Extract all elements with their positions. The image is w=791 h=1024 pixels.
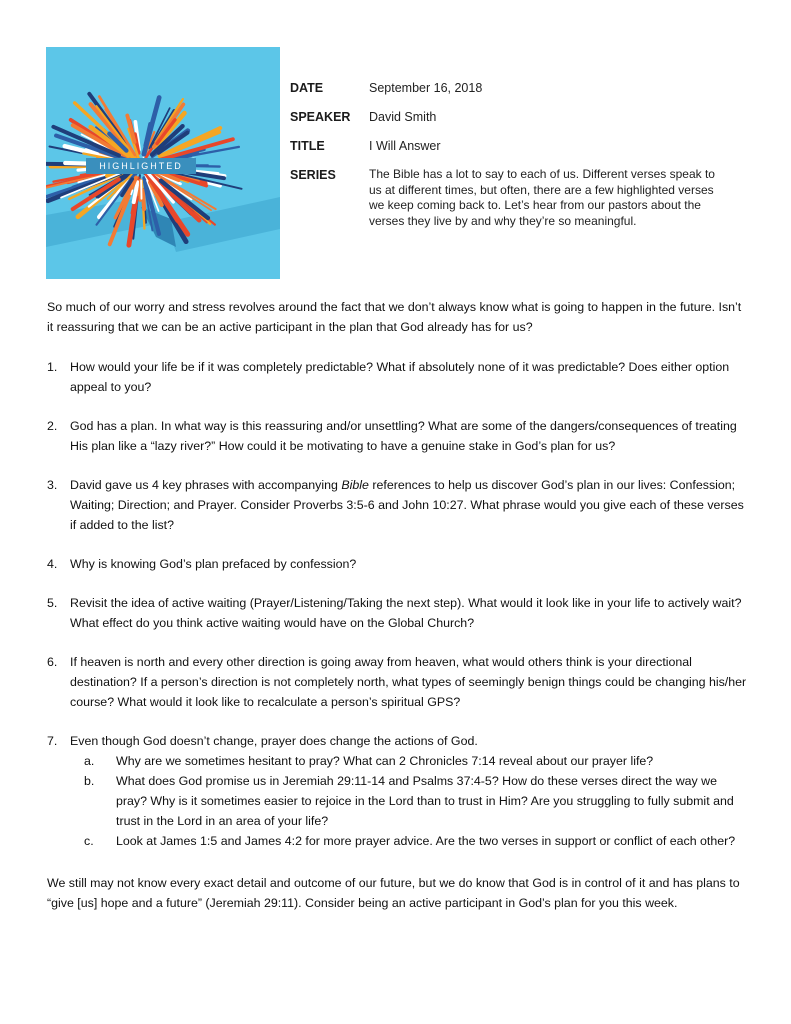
bible-italic: Bible	[341, 478, 369, 492]
question-number: 7.	[47, 734, 58, 748]
question-list	[47, 357, 747, 851]
question-text: If heaven is north and every other direction is going away from heaven, what would others think is your directional destination? If a person’s direction is not completely north, what types of seemingly benign things could be changing his/her course? What would it look like to recalculate a person’s spiritual GPS?	[70, 655, 747, 709]
question-text-part: references to help us discover God’s plan in our lives: Confession; Waiting; Direction; and Prayer. Consider Proverbs 3:5-6 and John 10:27. What phrase would you give each of these verses if added to the list?	[70, 478, 744, 532]
question-number: 4.	[47, 557, 58, 571]
meta-row-series	[290, 167, 760, 229]
sub-question-item	[47, 771, 747, 831]
question-number: 6.	[47, 655, 58, 669]
sub-question-text: Look at James 1:5 and James 4:2 for more prayer advice. Are the two verses in support or conflict of each other?	[116, 834, 736, 848]
question-item	[47, 731, 747, 851]
question-item	[47, 475, 747, 535]
question-text: How would your life be if it was completely predictable? What if absolutely none of it was predictable? Does either option appeal to you?	[70, 360, 730, 394]
meta-value-date: September 16, 2018	[369, 81, 483, 95]
question-text: Even though God doesn’t change, prayer does change the actions of God.	[70, 734, 478, 748]
meta-row-date	[290, 80, 760, 96]
sub-question-letter: c.	[84, 834, 94, 848]
burst-ray	[143, 190, 144, 209]
meta-value-series: The Bible has a lot to say to each of us. Different verses speak to us at different times, but often, there are a few highlighted verses we keep coming back to. Let’s hear from our pastors about the verses they live by and why they’re so meaningful.	[369, 167, 715, 228]
series-artwork	[46, 47, 280, 279]
question-item	[47, 357, 747, 397]
sub-question-letter: b.	[84, 774, 95, 788]
sub-question-letter: a.	[84, 754, 95, 768]
meta-value-title: I Will Answer	[369, 139, 441, 153]
question-number: 3.	[47, 478, 58, 492]
question-text: Why is knowing God’s plan prefaced by confession?	[70, 557, 357, 571]
meta-value-speaker: David Smith	[369, 110, 437, 124]
question-number: 5.	[47, 596, 58, 610]
meta-row-speaker	[290, 109, 760, 125]
intro-paragraph: So much of our worry and stress revolves around the fact that we don’t always know what is going to happen in the future. Isn’t it reassuring that we can be an active participant in the plan that God already has for us?	[47, 300, 742, 334]
meta-row-title	[290, 138, 760, 154]
sub-question-item	[47, 831, 747, 851]
meta-key: SERIES	[290, 168, 336, 182]
question-text: Revisit the idea of active waiting (Prayer/Listening/Taking the next step). What would it look like in your life to actively wait? What effect do you think active waiting would have on the Global Church?	[70, 596, 742, 630]
closing-paragraph: We still may not know every exact detail and outcome of our future, but we do know that God is in control of it and has plans to “give [us] hope and a future” (Jeremiah 29:11). Consider being an active participant in God’s plan for you this week.	[47, 876, 740, 910]
sub-question-text: Why are we sometimes hesitant to pray? What can 2 Chronicles 7:14 reveal about our prayer life?	[116, 754, 654, 768]
question-text-part: David gave us 4 key phrases with accompanying	[70, 478, 342, 492]
sub-question-list	[47, 751, 747, 851]
meta-key: DATE	[290, 81, 324, 95]
meta-key: TITLE	[290, 139, 325, 153]
document-body	[47, 297, 747, 933]
meta-key: SPEAKER	[290, 110, 351, 124]
question-text: God has a plan. In what way is this reassuring and/or unsettling? What are some of the dangers/consequences of treating His plan like a “lazy river?” How could it be motivating to have a genuine stake in God’s plan for us?	[70, 419, 737, 453]
question-number: 2.	[47, 419, 58, 433]
question-item	[47, 593, 747, 633]
question-text	[70, 478, 744, 532]
question-item	[47, 416, 747, 456]
sub-question-text: What does God promise us in Jeremiah 29:11-14 and Psalms 37:4-5? How do these verses direct the way we pray? Why is it sometimes easier to rejoice in the Lord than to trust in Him? Are you struggling to fully submit and trust in the Lord in an area of your life?	[116, 774, 734, 828]
question-item	[47, 652, 747, 712]
question-number: 1.	[47, 360, 58, 374]
question-item	[47, 554, 747, 574]
sermon-metadata	[290, 80, 760, 242]
sub-question-item	[47, 751, 747, 771]
artwork-label: HIGHLIGHTED	[86, 158, 196, 174]
